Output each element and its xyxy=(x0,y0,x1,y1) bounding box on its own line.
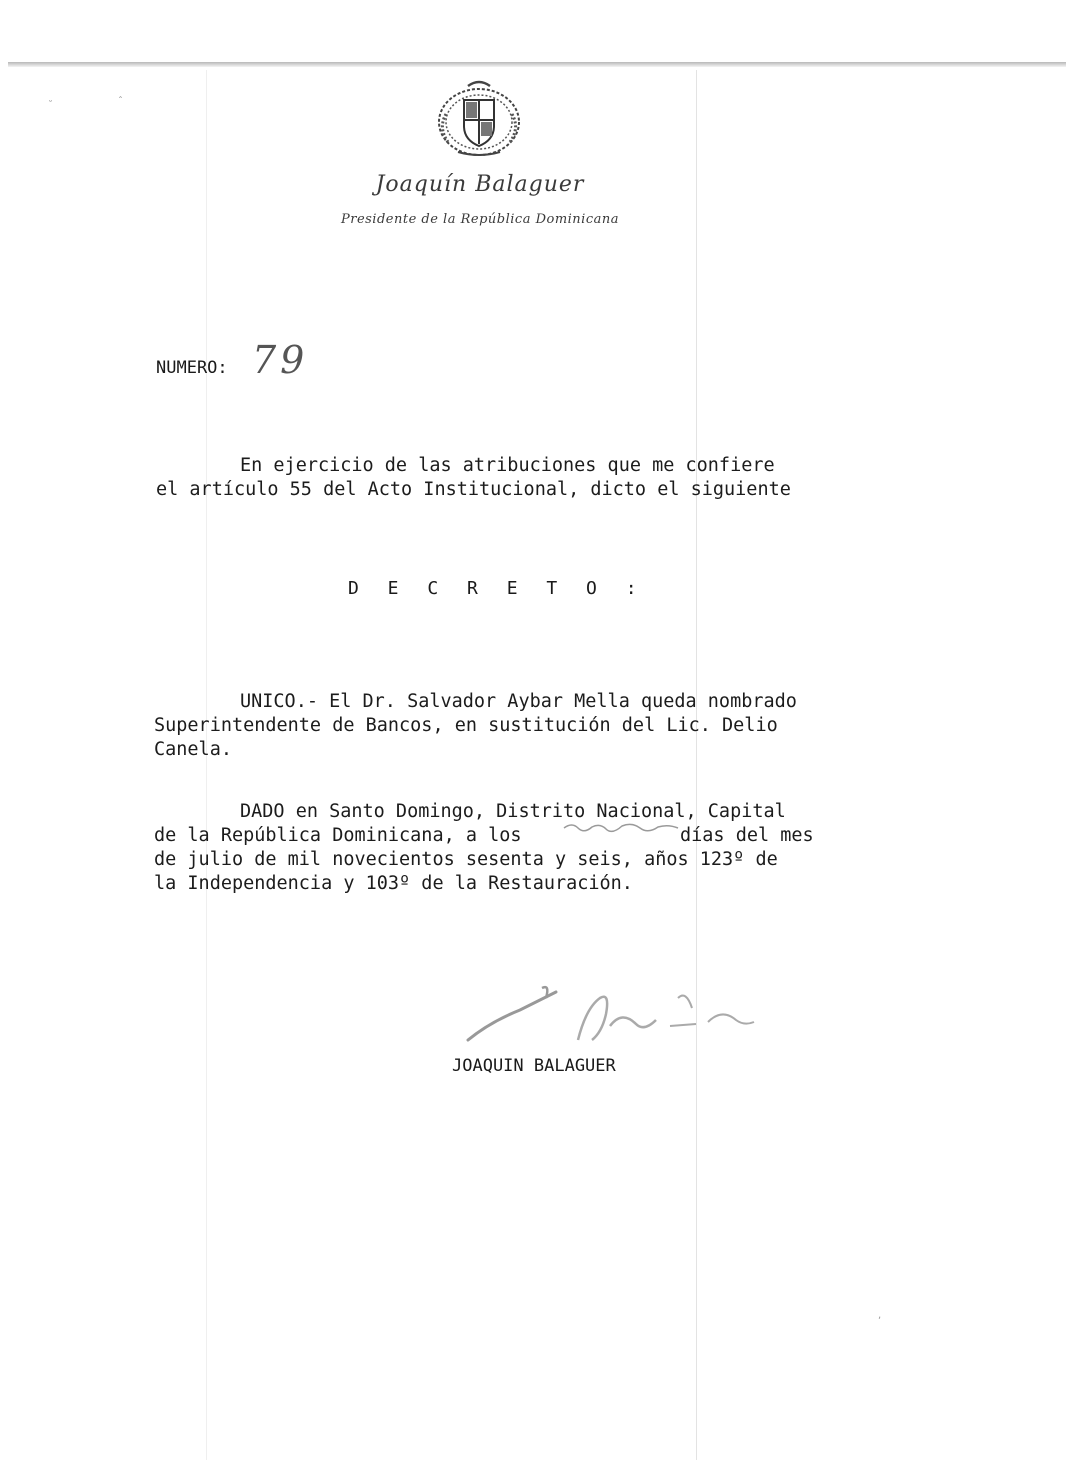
preamble-line: En ejercicio de las atribuciones que me confiere xyxy=(240,455,775,476)
scan-speck: ˆ xyxy=(118,96,123,107)
closing-line: de julio de mil novecientos sesenta y seis, años 123º de xyxy=(154,849,778,870)
article-line: Canela. xyxy=(154,739,232,760)
closing-line: de la República Dominicana, a los xyxy=(154,825,522,846)
closing-line: DADO en Santo Domingo, Distrito Nacional, Capital xyxy=(240,801,786,822)
letterhead-name: Joaquín Balaguer xyxy=(375,172,585,197)
article-line: UNICO.- El Dr. Salvador Aybar Mella queda nombrado xyxy=(240,691,797,712)
scan-speck: , xyxy=(878,1310,882,1321)
paper-top-edge xyxy=(8,62,1066,67)
article-line: Superintendente de Bancos, en sustitución del Lic. Delio xyxy=(154,715,778,736)
numero-label: NUMERO: xyxy=(156,358,228,378)
handwritten-day-scrawl xyxy=(562,818,682,834)
preamble-line: el artículo 55 del Acto Institucional, dicto el siguiente xyxy=(156,479,791,500)
signer-name: JOAQUIN BALAGUER xyxy=(452,1056,616,1076)
fold-line xyxy=(696,70,697,1460)
closing-line: la Independencia y 103º de la Restauración. xyxy=(154,873,633,894)
coat-of-arms-icon xyxy=(432,78,526,158)
letterhead-title: Presidente de la República Dominicana xyxy=(340,212,619,227)
closing-line: días del mes xyxy=(680,825,814,846)
scan-speck: ˘ xyxy=(48,100,53,111)
fold-line xyxy=(206,70,207,1460)
numero-value: 79 xyxy=(252,338,309,382)
decree-heading: D E C R E T O : xyxy=(348,578,646,599)
